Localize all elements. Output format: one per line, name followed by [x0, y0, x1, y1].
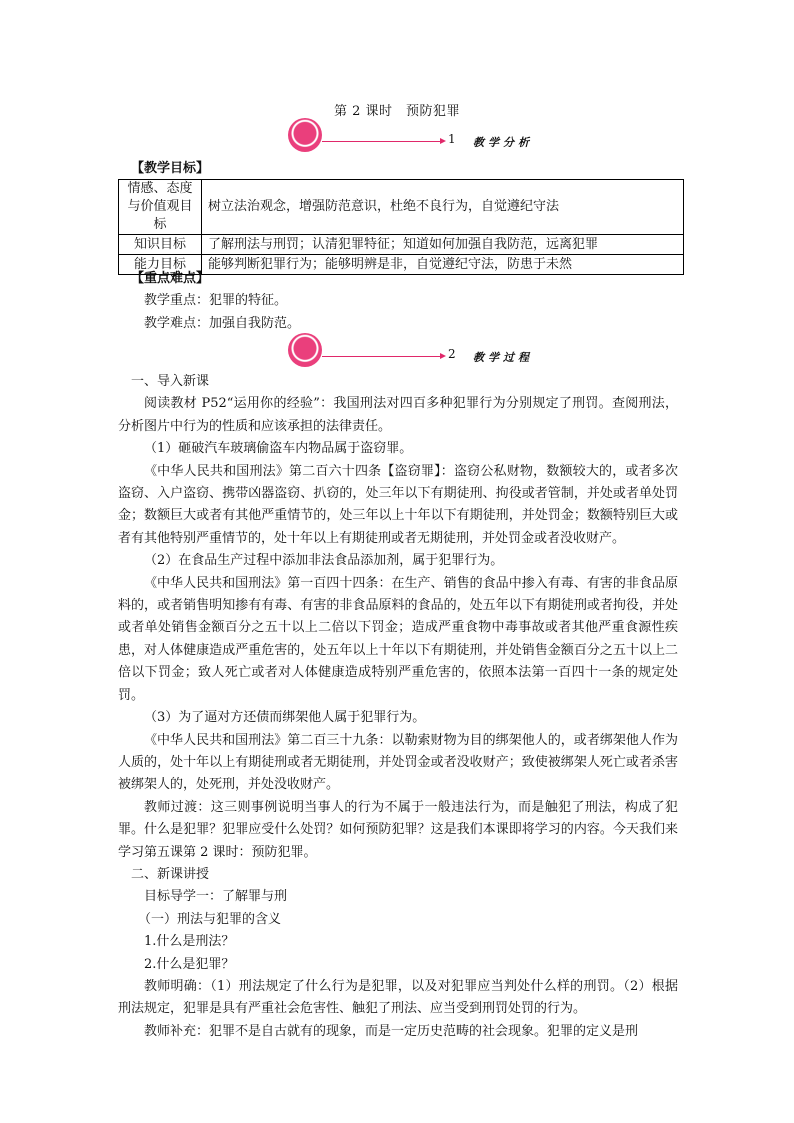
keypoints-block: [118, 268, 678, 335]
section-label: 教学分析: [473, 136, 533, 149]
page-title: 第 2 课时 预防犯罪: [333, 104, 461, 119]
body-paragraph: 《中华人民共和国刑法》第二百三十九条：以勒索财物为目的绑架他人的，或者绑架他人作为人质的，处十年以上有期徒刑或者无期徒刑，并处罚金或者没收财产；致使被绑架人死亡或者杀害被绑架人的，处死刑，并处没收财产。: [118, 732, 678, 793]
goal-value: 能够判断犯罪行为；能够明辨是非，自觉遵纪守法，防患于未然: [202, 255, 684, 275]
divider-line: [322, 141, 442, 142]
divider-line: [322, 356, 442, 357]
lesson-body: [118, 371, 678, 1043]
section-header-analysis: [288, 118, 548, 158]
goal-key: 知识目标: [119, 235, 202, 255]
body-paragraph: 2.什么是犯罪？: [144, 956, 235, 972]
body-paragraph: 《中华人民共和国刑法》第一百四十四条：在生产、销售的食品中掺入有毒、有害的非食品原料的，或者销售明知掺有有毒、有害的非食品原料的食品的，处五年以下有期徒刑或者拘役，并处或者单处销售金额百分之五十以上二倍以下罚金；造成严重食物中毒事故或者其他严重食源性疾患，对人体健康造成严重危害的，处五年以上十年以下有期徒刑，并处销售金额百分之五十以上二倍以下罚金；致人死亡或者对人体健康造成特别严重危害的，依照本法第一百四十一条的规定处罚。: [118, 575, 678, 703]
section-number: 2: [448, 347, 456, 361]
body-paragraph: （3）为了逼对方还债而绑架他人属于犯罪行为。: [144, 710, 426, 726]
table-row: [119, 235, 684, 255]
section-number: 1: [448, 132, 456, 146]
arrow-icon: [440, 138, 446, 144]
keypoint-text: 教学重点：犯罪的特征。: [144, 293, 288, 309]
body-paragraph: 阅读教材 P52“运用你的经验”：我国刑法对四百多种犯罪行为分别规定了刑罚。查阅刑法，分析图片中行为的性质和应该承担的法律责任。: [118, 396, 678, 434]
goals-heading: 【教学目标】: [131, 161, 210, 176]
body-paragraph: 二、新课讲授: [131, 866, 210, 882]
keypoints-heading: 【重点难点】: [131, 271, 210, 286]
goal-key: 能力目标: [119, 255, 202, 275]
body-paragraph: 教师明确：（1）刑法规定了什么行为是犯罪，以及对犯罪应当判处什么样的刑罚。（2）根据刑法规定，犯罪是具有严重社会危害性、触犯了刑法、应当受到刑罚处罚的行为。: [118, 978, 678, 1017]
table-row: [119, 180, 684, 235]
body-paragraph: 1.什么是刑法？: [144, 934, 235, 950]
pink-circle-icon: [288, 333, 322, 367]
body-paragraph: 教师过渡：这三则事例说明当事人的行为不属于一般违法行为，而是触犯了刑法，构成了犯罪。什么是犯罪？犯罪应受什么处罚？如何预防犯罪？这是我们本课即将学习的内容。今天我们来学习第五课第 2 课时：预防犯罪。: [118, 799, 678, 860]
body-paragraph: （1）砸破汽车玻璃偷盗车内物品属于盗窃罪。: [144, 441, 413, 457]
goal-value: 树立法治观念，增强防范意识，杜绝不良行为，自觉遵纪守法: [202, 180, 684, 235]
goals-heading-block: [118, 158, 678, 180]
body-paragraph: 《中华人民共和国刑法》第二百六十四条【盗窃罪】：盗窃公私财物，数额较大的，或者多次盗窃、入户盗窃、携带凶器盗窃、扒窃的，处三年以下有期徒刑、拘役或者管制，并处或者单处罚金；数额巨大或者有其他严重情节的，处三年以上十年以下有期徒刑，并处罚金；数额特别巨大或者有其他特别严重情节的，处十年以上有期徒刑或者无期徒刑，并处罚金或者没收财产。: [118, 463, 678, 546]
section-label: 教学过程: [473, 351, 533, 364]
body-paragraph: （一）刑法与犯罪的含义: [138, 911, 282, 927]
arrow-icon: [440, 353, 446, 359]
goal-key: 情感、态度与价值观目标: [119, 180, 202, 235]
goals-table: [118, 179, 684, 275]
difficulty-text: 教学难点：加强自我防范。: [144, 315, 301, 331]
pink-circle-icon: [288, 118, 322, 152]
body-paragraph: 教师补充：犯罪不是自古就有的现象，而是一定历史范畴的社会现象。犯罪的定义是刑: [144, 1023, 639, 1039]
body-paragraph: 目标导学一：了解罪与刑: [144, 889, 288, 905]
body-paragraph: 一、导入新课: [131, 374, 210, 389]
body-paragraph: （2）在食品生产过程中添加非法食品添加剂，属于犯罪行为。: [144, 553, 504, 569]
section-header-process: [288, 333, 548, 373]
goal-value: 了解刑法与刑罚；认清犯罪特征；知道如何加强自我防范，远离犯罪: [202, 235, 684, 255]
